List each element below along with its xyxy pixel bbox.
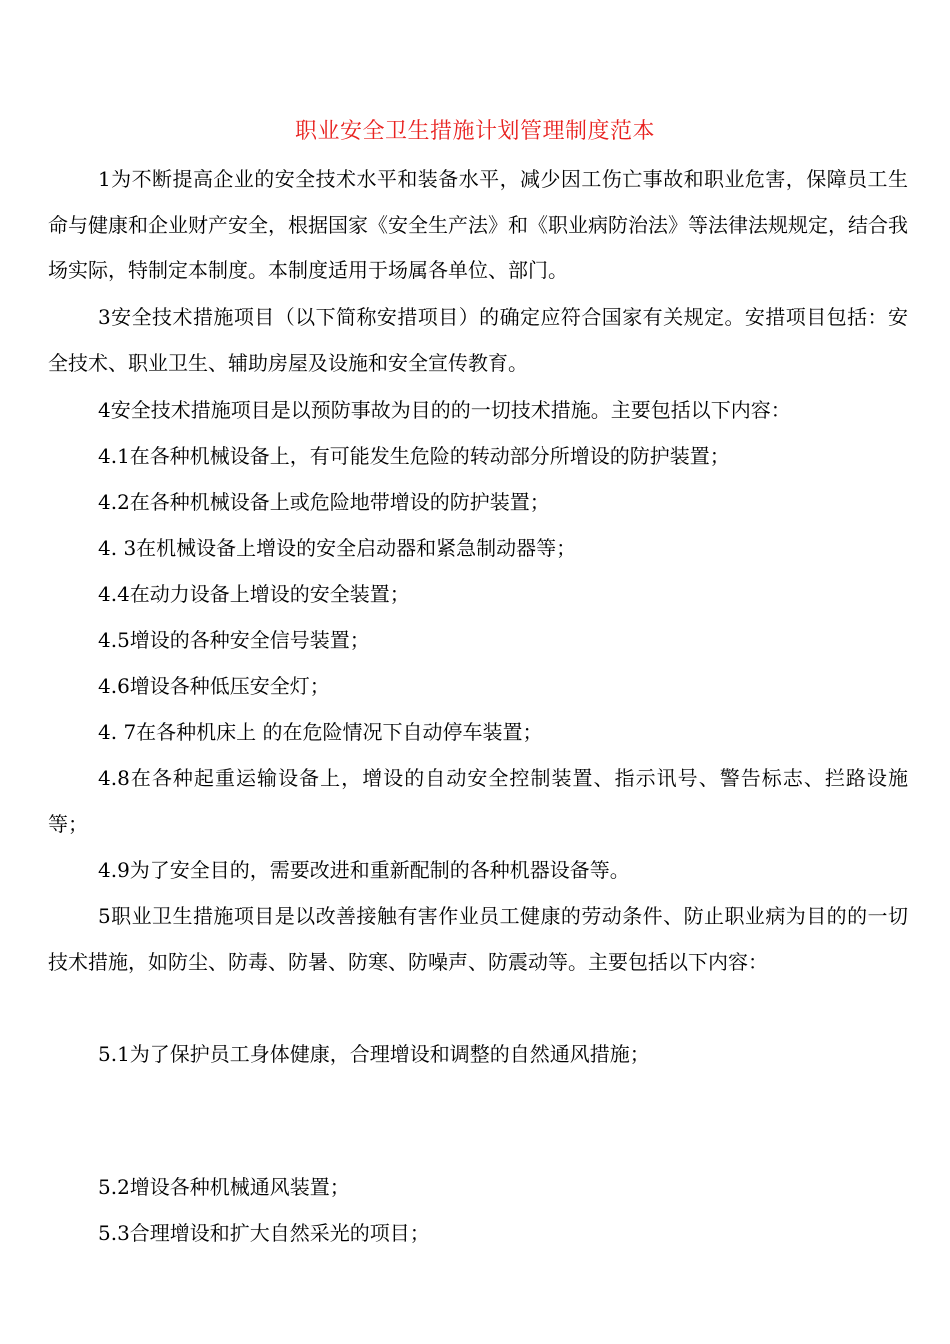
paragraph-4-4: 4.4在动力设备上增设的安全装置；: [98, 582, 410, 606]
paragraph-4: 4安全技术措施项目是以预防事故为目的的一切技术措施。主要包括以下内容：: [98, 398, 791, 422]
paragraph-4-3: 4. 3在机械设备上增设的安全启动器和紧急制动器等；: [98, 536, 577, 560]
paragraph-4-2: 4.2在各种机械设备上或危险地带增设的防护装置；: [98, 490, 550, 514]
paragraph-4-6: 4.6增设各种低压安全灯；: [98, 674, 330, 698]
paragraph-4-9: 4.9为了安全目的，需要改进和重新配制的各种机器设备等。: [98, 858, 630, 882]
paragraph-4-8: 4.8在各种起重运输设备上，增设的自动安全控制装置、指示讯号、警告标志、拦路设施等；: [48, 766, 908, 836]
paragraph-4-1: 4.1在各种机械设备上，有可能发生危险的转动部分所增设的防护装置；: [98, 444, 730, 468]
paragraph-1: 1为不断提高企业的安全技术水平和装备水平，减少因工伤亡事故和职业危害，保障员工生命与健康和企业财产安全，根据国家《安全生产法》和《职业病防治法》等法律法规规定，结合我场实际，特制定本制度。本制度适用于场属各单位、部门。: [48, 167, 908, 282]
paragraph-4-7: 4. 7在各种机床上 的在危险情况下自动停车装置；: [98, 720, 543, 744]
paragraph-5-3: 5.3合理增设和扩大自然采光的项目；: [98, 1221, 430, 1245]
paragraph-5: 5职业卫生措施项目是以改善接触有害作业员工健康的劳动条件、防止职业病为目的的一切技术措施，如防尘、防毒、防暑、防寒、防噪声、防震动等。主要包括以下内容：: [48, 904, 908, 974]
paragraph-4-5: 4.5增设的各种安全信号装置；: [98, 628, 370, 652]
paragraph-5-2: 5.2增设各种机械通风装置；: [98, 1175, 350, 1199]
paragraph-3: 3安全技术措施项目（以下简称安措项目）的确定应符合国家有关规定。安措项目包括：安全技术、职业卫生、辅助房屋及设施和安全宣传教育。: [48, 305, 908, 375]
paragraph-5-1: 5.1为了保护员工身体健康，合理增设和调整的自然通风措施；: [98, 1042, 650, 1066]
document-title: 职业安全卫生措施计划管理制度范本: [294, 119, 655, 144]
